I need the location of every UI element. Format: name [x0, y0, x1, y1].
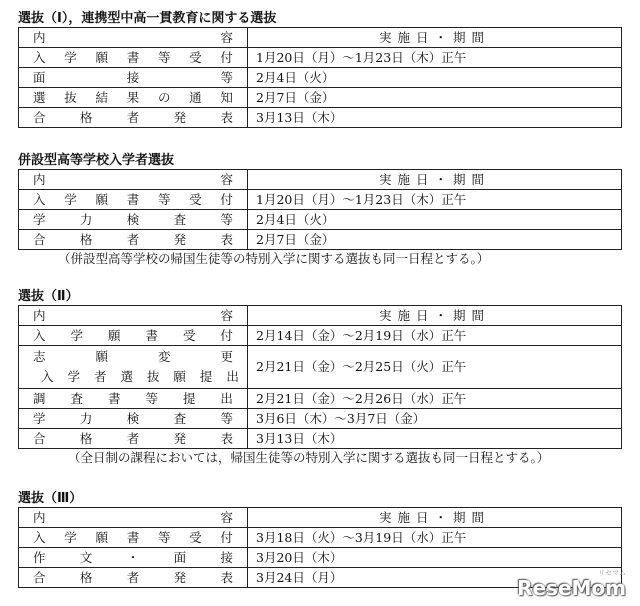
row-item: 合 格 者 発 表 — [33, 231, 233, 247]
row-date: 2月4日（火） — [248, 68, 622, 88]
table-header-row — [19, 170, 622, 190]
row-item: 合 格 者 発 表 — [33, 430, 233, 446]
watermark-small-text: リセマム — [598, 569, 626, 577]
section-selection-3 — [18, 490, 622, 588]
row-item: 入 学 願 書 受 付 — [33, 327, 233, 343]
row-item: 学 力 検 査 等 — [33, 410, 233, 426]
table-row — [19, 389, 622, 409]
row-item: 志 願 変 更 — [33, 349, 233, 364]
table-row — [19, 210, 622, 230]
section-title: 選抜（Ⅰ），連携型中高一貫教育に関する選抜 — [18, 11, 277, 26]
table-row — [19, 326, 622, 346]
table-row — [19, 190, 622, 210]
row-date: 2月7日（金） — [248, 230, 622, 250]
schedule-table — [18, 27, 622, 128]
header-content — [19, 28, 248, 48]
header-content-text: 内 容 — [33, 171, 233, 187]
table-row — [19, 88, 622, 108]
row-date: 2月14日（金）～2月19日（水）正午 — [248, 326, 622, 346]
header-content-text: 内 容 — [33, 509, 233, 525]
header-date: 実施日・期間 — [248, 170, 622, 190]
table-row — [19, 548, 622, 568]
row-item: 入 学 願 書 等 受 付 — [33, 49, 233, 65]
schedule-table — [18, 169, 622, 250]
row-date: 2月21日（金）～2月25日（火）正午 — [248, 346, 622, 389]
row-date: 3月6日（木）～3月7日（金） — [248, 409, 622, 429]
header-content-text: 内 容 — [33, 307, 233, 323]
resemom-watermark — [517, 569, 626, 600]
row-item-second-line: 入 学 者 選 抜 願 提 出 — [41, 369, 239, 384]
row-item: 合 格 者 発 表 — [33, 109, 233, 125]
row-item: 入 学 願 書 等 受 付 — [33, 529, 233, 545]
section-selection-2 — [18, 288, 622, 467]
row-date: 2月4日（火） — [248, 210, 622, 230]
table-header-row — [19, 28, 622, 48]
header-date: 実施日・期間 — [248, 306, 622, 326]
row-date: 3月20日（木） — [248, 548, 622, 568]
header-content — [19, 170, 248, 190]
table-header-row — [19, 306, 622, 326]
row-item: 入 学 願 書 等 受 付 — [33, 191, 233, 207]
row-item: 面 接 等 — [33, 69, 233, 85]
watermark-text: ReseMom — [517, 576, 626, 600]
table-row — [19, 528, 622, 548]
section-note: （全日制の課程においては，帰国生徒等の特別入学に関する選抜も同一日程とする。） — [68, 450, 550, 465]
table-row — [19, 230, 622, 250]
section-combined-high-school — [18, 152, 622, 268]
row-date: 3月24日（月） — [248, 568, 622, 588]
row-date: 2月21日（金）～2月26日（水）正午 — [248, 389, 622, 409]
table-row — [19, 68, 622, 88]
header-content — [19, 508, 248, 528]
section-title: 選抜（Ⅱ） — [18, 289, 79, 304]
schedule-table — [18, 305, 622, 449]
row-date: 1月20日（月）～1月23日（木）正午 — [248, 190, 622, 210]
row-date: 3月13日（木） — [248, 429, 622, 449]
row-date: 3月18日（火）～3月19日（水）正午 — [248, 528, 622, 548]
row-date: 1月20日（月）～1月23日（木）正午 — [248, 48, 622, 68]
table-row — [19, 429, 622, 449]
section-selection-1 — [18, 10, 622, 128]
row-item: 学 力 検 査 等 — [33, 211, 233, 227]
table-row — [19, 48, 622, 68]
header-date: 実施日・期間 — [248, 508, 622, 528]
section-title: 併設型高等学校入学者選抜 — [18, 153, 175, 168]
table-row — [19, 108, 622, 128]
table-header-row — [19, 508, 622, 528]
row-item: 選 抜 結 果 の 通 知 — [33, 89, 233, 105]
row-item: 作 文 ・ 面 接 — [33, 549, 233, 565]
section-title: 選抜（Ⅲ） — [18, 491, 83, 506]
header-content — [19, 306, 248, 326]
header-date: 実施日・期間 — [248, 28, 622, 48]
row-date: 2月7日（金） — [248, 88, 622, 108]
header-content-text: 内 容 — [33, 29, 233, 45]
section-note: （併設型高等学校の帰国生徒等の特別入学に関する選抜も同一日程とする。） — [58, 251, 490, 266]
row-item: 合 格 者 発 表 — [33, 569, 233, 585]
table-row — [19, 409, 622, 429]
row-date: 3月13日（木） — [248, 108, 622, 128]
table-row — [19, 346, 622, 389]
row-item: 調 査 書 等 提 出 — [33, 390, 233, 406]
